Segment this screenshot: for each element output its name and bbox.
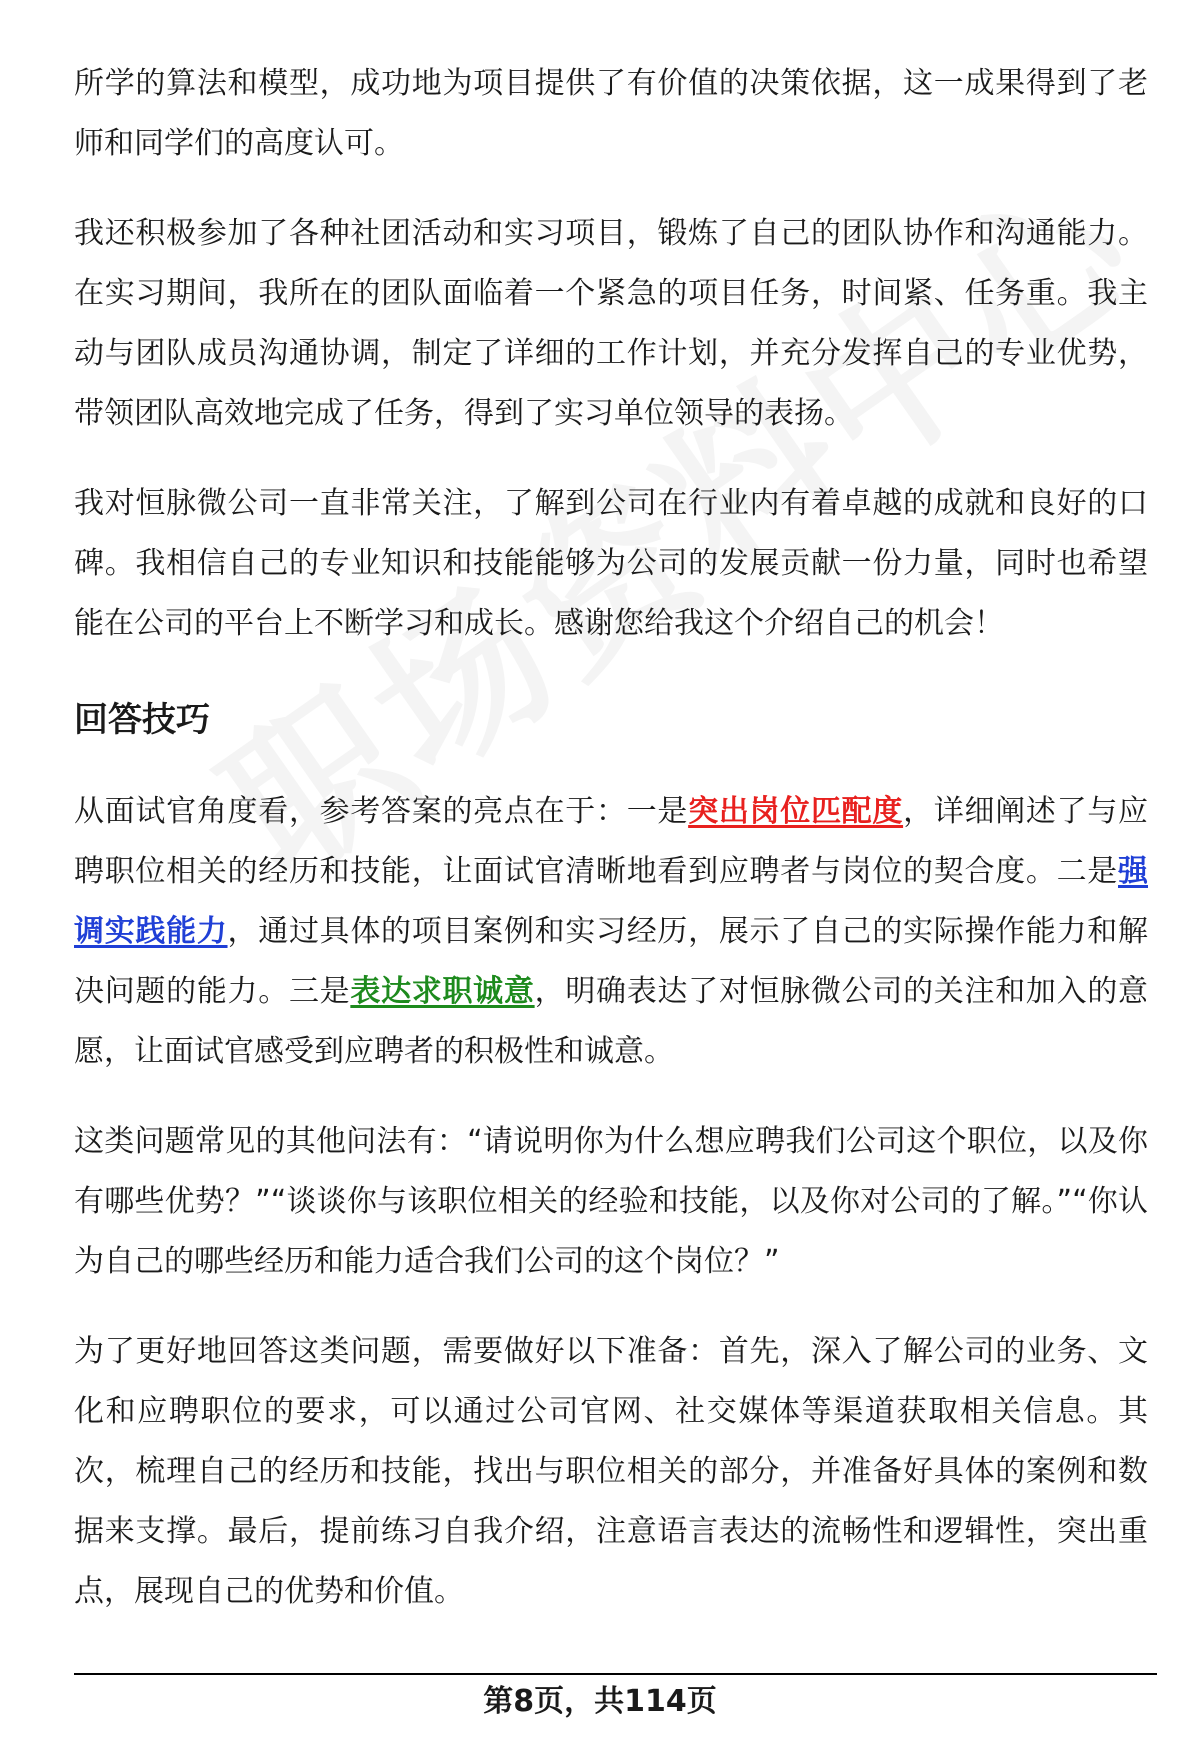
document-body <box>74 54 1148 1652</box>
footer-divider <box>74 1673 1157 1675</box>
tips-text-4: ，明确表达了对恒脉微公司的关注和加入的意愿，让面试官感受到应聘者的积极性和诚意。 <box>74 974 1149 1069</box>
intro-paragraph-1: 所学的算法和模型，成功地为项目提供了有价值的决策依据，这一成果得到了老师和同学们的高度认可。 <box>74 66 1148 161</box>
tips-text-1: 从面试官角度看，参考答案的亮点在于：一是 <box>74 794 689 829</box>
highlight-sincerity: 表达求职诚意 <box>350 974 535 1009</box>
tips-text-2: ，详细阐述了与应聘职位相关的经历和技能，让面试官清晰地看到应聘者与岗位的契合度。二是 <box>74 794 1149 889</box>
tips-paragraph-variants: 这类问题常见的其他问法有：“请说明你为什么想应聘我们公司这个职位，以及你有哪些优势？”“谈谈你与该职位相关的经验和技能，以及你对公司的了解。”“你认为自己的哪些经历和能力适合我们公司的这个岗位？” <box>74 1124 1148 1279</box>
tips-paragraph-highlights <box>74 782 1148 1082</box>
intro-paragraph-2: 我还积极参加了各种社团活动和实习项目，锻炼了自己的团队协作和沟通能力。在实习期间，我所在的团队面临着一个紧急的项目任务，时间紧、任务重。我主动与团队成员沟通协调，制定了详细的工作计划，并充分发挥自己的专业优势，带领团队高效地完成了任务，得到了实习单位领导的表扬。 <box>74 216 1148 431</box>
highlight-practical-ability: 强调实践能力 <box>74 854 1148 949</box>
tips-text-3: ，通过具体的项目案例和实习经历，展示了自己的实际操作能力和解决问题的能力。三是 <box>74 914 1149 1009</box>
highlight-job-fit: 突出岗位匹配度 <box>688 794 904 829</box>
page-number: 第8页，共114页 <box>483 1684 717 1719</box>
intro-paragraph-3: 我对恒脉微公司一直非常关注，了解到公司在行业内有着卓越的成就和良好的口碑。我相信自己的专业知识和技能能够为公司的发展贡献一份力量，同时也希望能在公司的平台上不断学习和成长。感谢您给我这个介绍自己的机会！ <box>74 486 1148 641</box>
section-heading-answer-tips: 回答技巧 <box>74 700 210 740</box>
tips-paragraph-preparation: 为了更好地回答这类问题，需要做好以下准备：首先，深入了解公司的业务、文化和应聘职位的要求，可以通过公司官网、社交媒体等渠道获取相关信息。其次，梳理自己的经历和技能，找出与职位相关的部分，并准备好具体的案例和数据来支撑。最后，提前练习自我介绍，注意语言表达的流畅性和逻辑性，突出重点，展现自己的优势和价值。 <box>74 1334 1148 1609</box>
